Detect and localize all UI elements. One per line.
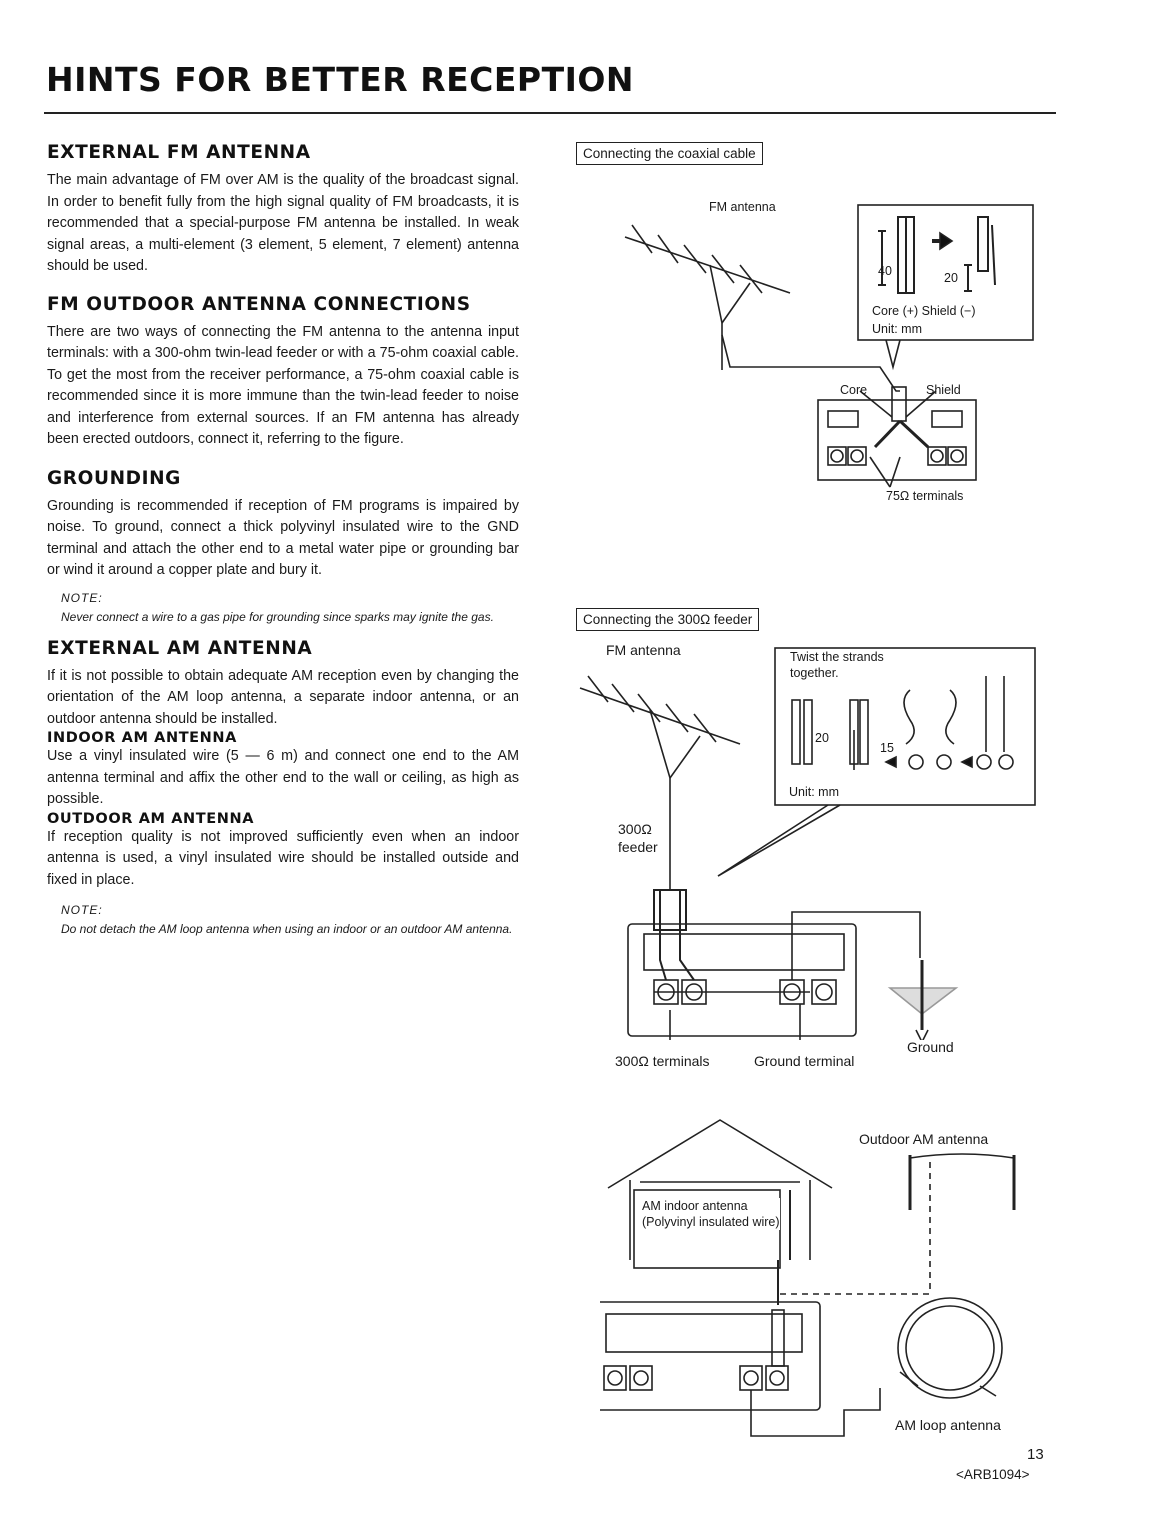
coax-diagram bbox=[600, 195, 1050, 515]
grounding-note-label: NOTE: bbox=[61, 590, 103, 605]
grounding-text: Grounding is recommended if reception of FM programs is impaired by noise. To ground, connect a thick polyvinyl insulated wire to the GND terminal and attach the other end to a metal water pipe or grounding bar or wind it around a copper plate and bury it. bbox=[47, 497, 519, 578]
fm-outdoor-text: There are two ways of connecting the FM antenna to the antenna input terminals: with a 300-ohm twin-lead feeder or with a 75-ohm coaxial cable. To get the most from the receiver performance, a 75-ohm coaxial cable is recommended since it is more immune than the twin-lead feeder to noise and interference from external sources. If an FM antenna has already been erected outdoors, connect it, referring to the figure. bbox=[47, 323, 519, 447]
feeder-caption: Connecting the 300Ω feeder bbox=[576, 608, 759, 631]
receiver-terminal-block-icon bbox=[628, 924, 856, 1036]
am-outdoor-label: Outdoor AM antenna bbox=[859, 1131, 989, 1147]
external-fm-text: The main advantage of FM over AM is the quality of the broadcast signal. In order to benefit fully from the high signal quality of FM broadcasts, it is recommended that a special-purpose FM antenna be installed. In weak signal areas, a multi-element (3 element, 5 element, 7 element) antenna should be used. bbox=[47, 172, 519, 274]
coax-core-shield-label: Core (+) Shield (−) bbox=[872, 304, 976, 318]
coax-dim-40: 40 bbox=[878, 264, 892, 278]
feeder-dim-15: 15 bbox=[880, 741, 894, 755]
fm-outdoor-heading: FM OUTDOOR ANTENNA CONNECTIONS bbox=[47, 293, 471, 315]
am-loop-label: AM loop antenna bbox=[895, 1417, 1001, 1433]
fm-antenna-icon bbox=[580, 676, 740, 890]
page-title: HINTS FOR BETTER RECEPTION bbox=[46, 60, 635, 99]
external-am-heading: EXTERNAL AM ANTENNA bbox=[47, 637, 313, 659]
feeder-unit-label: Unit: mm bbox=[789, 785, 839, 799]
am-note-text: Do not detach the AM loop antenna when using an indoor or an outdoor AM antenna. bbox=[61, 922, 513, 936]
document-code: <ARB1094> bbox=[956, 1467, 1030, 1482]
feeder-wire-icon bbox=[654, 890, 694, 980]
coax-unit-label: Unit: mm bbox=[872, 322, 922, 336]
feeder-ground-label: Ground bbox=[907, 1039, 954, 1055]
feeder-terminals-label: 300Ω terminals bbox=[615, 1053, 710, 1069]
house-icon bbox=[608, 1120, 832, 1268]
am-indoor-label: AM indoor antenna (Polyvinyl insulated wire) bbox=[642, 1199, 780, 1229]
external-am-text: If it is not possible to obtain adequate AM reception even by changing the orientation of the AM loop antenna, a separate indoor antenna, or an outdoor antenna should be installed. bbox=[47, 667, 519, 727]
am-note-label: NOTE: bbox=[61, 903, 103, 917]
coax-caption: Connecting the coaxial cable bbox=[576, 142, 763, 165]
coax-terminals-label: 75Ω terminals bbox=[886, 489, 964, 503]
grounding-note-text: Never connect a wire to a gas pipe for grounding since sparks may ignite the gas. bbox=[61, 609, 494, 624]
ground-rod-icon bbox=[890, 960, 956, 1040]
feeder-twist-label: Twist the strands together. bbox=[790, 650, 884, 680]
coax-dim-20: 20 bbox=[944, 271, 958, 285]
feeder-strip-icon bbox=[792, 676, 1013, 770]
cable-strip-icon bbox=[878, 217, 995, 293]
fm-antenna-icon bbox=[625, 225, 790, 370]
text-column bbox=[47, 142, 519, 938]
feeder-dim-20: 20 bbox=[815, 731, 829, 745]
page-number: 13 bbox=[1027, 1446, 1044, 1463]
am-diagram bbox=[600, 1110, 1050, 1440]
am-loop-antenna-icon bbox=[898, 1298, 1002, 1398]
grounding-heading: GROUNDING bbox=[47, 467, 181, 489]
outdoor-am-text: If reception quality is not improved sufficiently even when an indoor antenna is used, a vinyl insulated wire should be installed outside and fixed in place. bbox=[47, 828, 519, 888]
outdoor-am-heading: OUTDOOR AM ANTENNA bbox=[47, 810, 255, 827]
feeder-300-label: 300Ω feeder bbox=[618, 821, 658, 855]
indoor-am-text: Use a vinyl insulated wire (5 — 6 m) and connect one end to the AM antenna terminal and affix the other end to the wall or ceiling, as high as possible. bbox=[47, 748, 519, 807]
receiver-terminal-block-icon bbox=[600, 1302, 820, 1410]
terminal-block-icon bbox=[818, 387, 976, 487]
external-fm-heading: EXTERNAL FM ANTENNA bbox=[47, 142, 311, 163]
feeder-ground-terminal-label: Ground terminal bbox=[754, 1053, 855, 1069]
coax-core-label: Core bbox=[840, 383, 868, 397]
feeder-fm-antenna-label: FM antenna bbox=[606, 642, 681, 658]
outdoor-wire-icon bbox=[780, 1154, 1014, 1294]
coax-shield-label: Shield bbox=[926, 383, 961, 397]
indoor-am-heading: INDOOR AM ANTENNA bbox=[47, 730, 237, 746]
title-rule bbox=[44, 112, 1056, 114]
coax-fm-antenna-label: FM antenna bbox=[709, 200, 776, 214]
